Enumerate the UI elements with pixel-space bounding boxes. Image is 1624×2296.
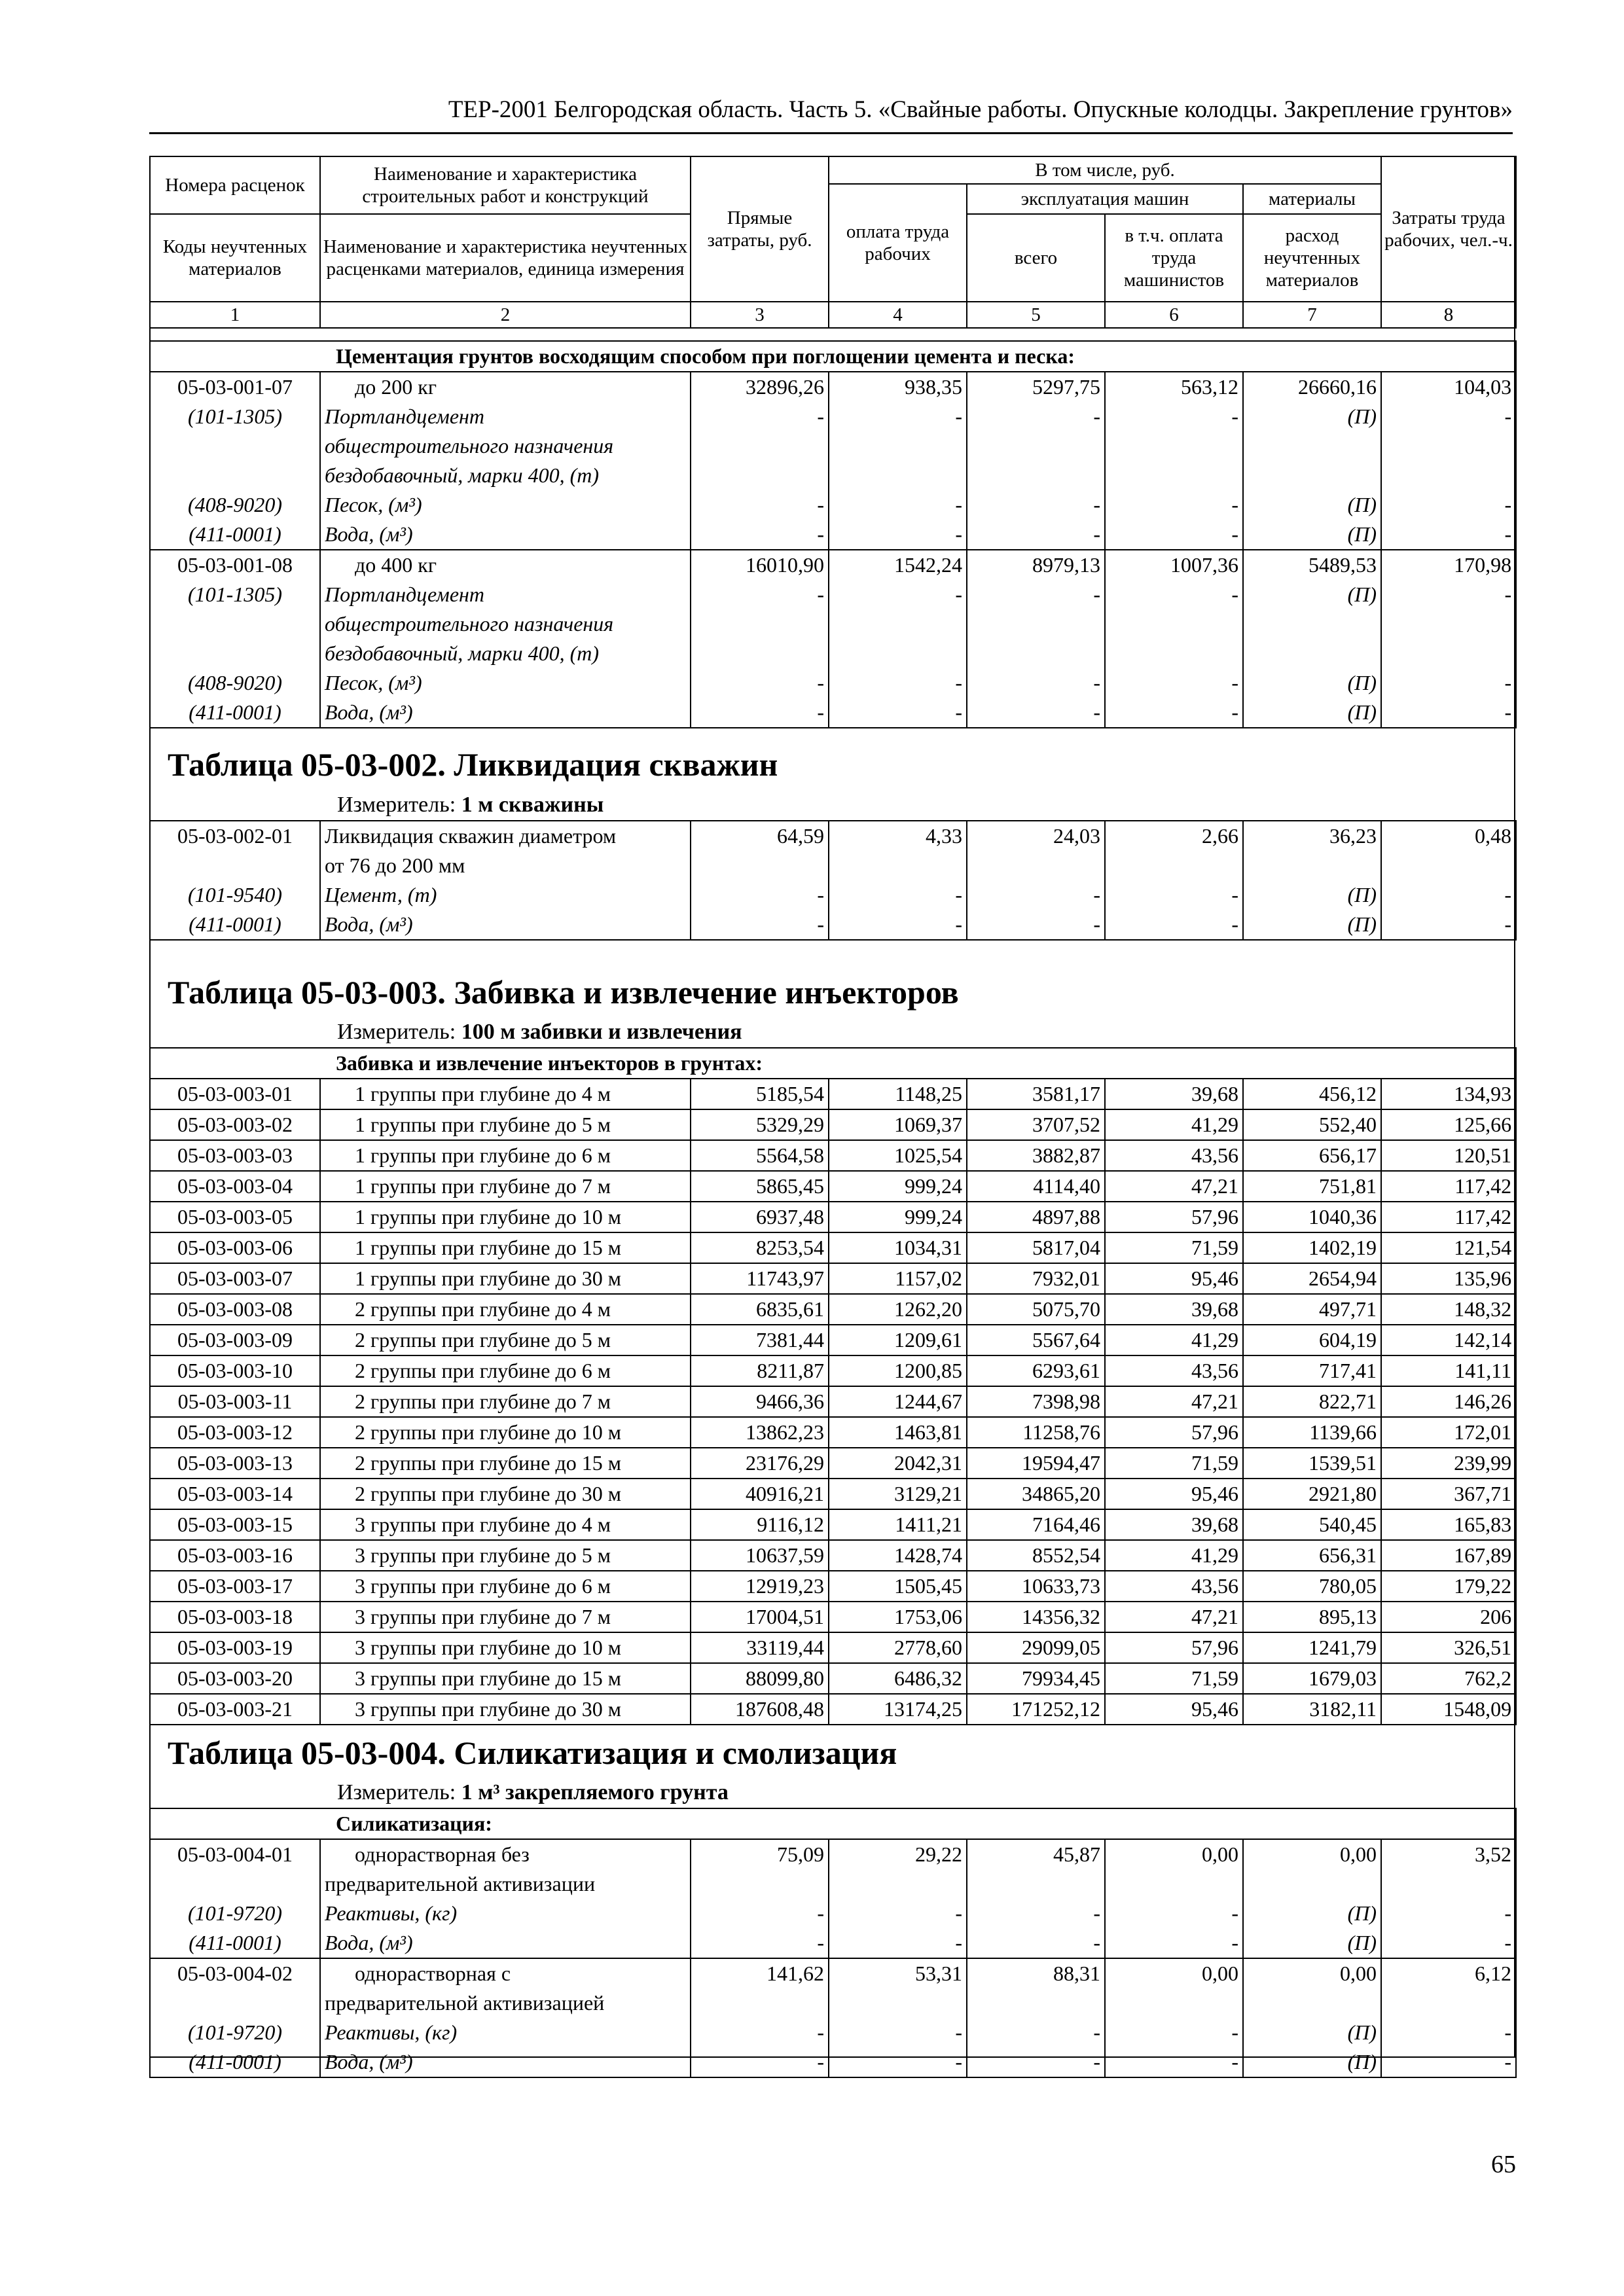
col-number: 7 <box>1243 302 1381 328</box>
material-row-cont: бездобавочный, марки 400, (т) <box>150 461 1516 490</box>
material-row: (101-1305) Портландцемент - - - - (П) - <box>150 402 1516 431</box>
table-row: 05-03-004-01 однорастворная без 75,09 29,22 45,87 0,00 0,00 3,52 <box>150 1839 1516 1869</box>
table-05-03-004 <box>149 1808 1517 2078</box>
col-number: 1 <box>150 302 320 328</box>
table-05-03-001-block <box>149 340 1517 728</box>
col-direct-costs: Прямые затраты, руб. <box>691 156 829 302</box>
col-machinist-pay: в т.ч. оплата труда машинистов <box>1105 214 1243 302</box>
table-row: 05-03-003-20 3 группы при глубине до 15 м 88099,80 6486,32 79934,45 71,59 1679,03 762,2 <box>150 1663 1516 1694</box>
section-heading: Забивка и извлечение инъекторов в грунтах: <box>150 1048 1516 1079</box>
table-title: Таблица 05-03-004. Силикатизация и смолизация <box>168 1734 897 1771</box>
col-name-bottom: Наименование и характеристика неучтенных расценками материалов, единица измерения <box>320 214 691 302</box>
col-number: 3 <box>691 302 829 328</box>
table-row: 05-03-003-18 3 группы при глубине до 7 м 17004,51 1753,06 14356,32 47,21 895,13 206 <box>150 1602 1516 1632</box>
section-heading: Цементация грунтов восходящим способом при поглощении цемента и песка: <box>150 341 1516 372</box>
col-number: 8 <box>1381 302 1516 328</box>
col-rate-numbers: Номера расценок <box>150 156 320 214</box>
table-05-03-002 <box>149 820 1517 941</box>
table-row-cont: от 76 до 200 мм <box>150 851 1516 880</box>
table-meter: Измеритель: 1 м скважины <box>337 793 604 817</box>
table-row: 05-03-003-03 1 группы при глубине до 6 м 5564,58 1025,54 3882,87 43,56 656,17 120,51 <box>150 1140 1516 1171</box>
table-row: 05-03-003-19 3 группы при глубине до 10 м 33119,44 2778,60 29099,05 57,96 1241,79 326,51 <box>150 1632 1516 1663</box>
column-header <box>149 156 1517 329</box>
col-including: В том числе, руб. <box>829 156 1381 184</box>
table-row: 05-03-002-01 Ликвидация скважин диаметром 64,59 4,33 24,03 2,66 36,23 0,48 <box>150 821 1516 851</box>
col-unaccounted-materials: расход неучтенных материалов <box>1243 214 1381 302</box>
table-meter: Измеритель: 100 м забивки и извлечения <box>337 1020 742 1044</box>
col-number: 5 <box>967 302 1105 328</box>
running-header: ТЕР-2001 Белгородская область. Часть 5. «Свайные работы. Опускные колодцы. Закрепление грунтов» <box>149 90 1513 134</box>
table-row: 05-03-004-02 однорастворная с 141,62 53,31 88,31 0,00 0,00 6,12 <box>150 1958 1516 1988</box>
table-meter: Измеритель: 1 м³ закрепляемого грунта <box>337 1780 729 1804</box>
col-number: 6 <box>1105 302 1243 328</box>
table-row: 05-03-003-21 3 группы при глубине до 30 м 187608,48 13174,25 171252,12 95,46 3182,11 1548,09 <box>150 1694 1516 1725</box>
table-row: 05-03-003-06 1 группы при глубине до 15 м 8253,54 1034,31 5817,04 71,59 1402,19 121,54 <box>150 1232 1516 1263</box>
table-row: 05-03-003-16 3 группы при глубине до 5 м 10637,59 1428,74 8552,54 41,29 656,31 167,89 <box>150 1540 1516 1571</box>
table-row: 05-03-003-17 3 группы при глубине до 6 м 12919,23 1505,45 10633,73 43,56 780,05 179,22 <box>150 1571 1516 1602</box>
col-materials: материалы <box>1243 184 1381 214</box>
table-row: 05-03-003-09 2 группы при глубине до 5 м 7381,44 1209,61 5567,64 41,29 604,19 142,14 <box>150 1325 1516 1355</box>
material-row: (411-0001) Вода, (м³) - - - - (П) - <box>150 910 1516 940</box>
material-row: (101-9540) Цемент, (т) - - - - (П) - <box>150 880 1516 910</box>
table-row: 05-03-003-13 2 группы при глубине до 15 м 23176,29 2042,31 19594,47 71,59 1539,51 239,99 <box>150 1448 1516 1479</box>
material-row: (411-0001) Вода, (м³) - - - - (П) - <box>150 2047 1516 2077</box>
table-row: 05-03-001-08 до 400 кг 16010,90 1542,24 8979,13 1007,36 5489,53 170,98 <box>150 550 1516 580</box>
table-row: 05-03-003-12 2 группы при глубине до 10 м 13862,23 1463,81 11258,76 57,96 1139,66 172,01 <box>150 1417 1516 1448</box>
table-row: 05-03-003-11 2 группы при глубине до 7 м 9466,36 1244,67 7398,98 47,21 822,71 146,26 <box>150 1386 1516 1417</box>
material-row: (101-9720) Реактивы, (кг) - - - - (П) - <box>150 1899 1516 1928</box>
col-number: 2 <box>320 302 691 328</box>
table-row-cont: предварительной активизации <box>150 1869 1516 1899</box>
table-row: 05-03-001-07 до 200 кг 32896,26 938,35 5297,75 563,12 26660,16 104,03 <box>150 372 1516 402</box>
table-title: Таблица 05-03-002. Ликвидация скважин <box>168 746 778 783</box>
section-heading: Силикатизация: <box>150 1808 1516 1839</box>
col-codes: Коды неучтенных материалов <box>150 214 320 302</box>
material-row-cont: бездобавочный, марки 400, (т) <box>150 639 1516 668</box>
table-row: 05-03-003-02 1 группы при глубине до 5 м 5329,29 1069,37 3707,52 41,29 552,40 125,66 <box>150 1109 1516 1140</box>
table-row: 05-03-003-05 1 группы при глубине до 10 м 6937,48 999,24 4897,88 57,96 1040,36 117,42 <box>150 1202 1516 1232</box>
material-row: (411-0001) Вода, (м³) - - - - (П) - <box>150 520 1516 550</box>
material-row: (411-0001) Вода, (м³) - - - - (П) - <box>150 1928 1516 1958</box>
material-row: (408-9020) Песок, (м³) - - - - (П) - <box>150 668 1516 698</box>
table-row: 05-03-003-04 1 группы при глубине до 7 м 5865,45 999,24 4114,40 47,21 751,81 117,42 <box>150 1171 1516 1202</box>
material-row: (101-9720) Реактивы, (кг) - - - - (П) - <box>150 2018 1516 2047</box>
table-row: 05-03-003-08 2 группы при глубине до 4 м 6835,61 1262,20 5075,70 39,68 497,71 148,32 <box>150 1294 1516 1325</box>
table-row: 05-03-003-10 2 группы при глубине до 6 м 8211,87 1200,85 6293,61 43,56 717,41 141,11 <box>150 1355 1516 1386</box>
table-row-cont: предварительной активизацией <box>150 1988 1516 2018</box>
col-labor-costs: Затраты труда рабочих, чел.-ч. <box>1381 156 1516 302</box>
table-row: 05-03-003-01 1 группы при глубине до 4 м 5185,54 1148,25 3581,17 39,68 456,12 134,93 <box>150 1079 1516 1109</box>
col-machine-operation: эксплуатация машин <box>967 184 1243 214</box>
material-row-cont: общестроительного назначения <box>150 431 1516 461</box>
col-total: всего <box>967 214 1105 302</box>
material-row-cont: общестроительного назначения <box>150 609 1516 639</box>
page-number: 65 <box>1491 2151 1516 2178</box>
material-row: (408-9020) Песок, (м³) - - - - (П) - <box>150 490 1516 520</box>
col-worker-pay: оплата труда рабочих <box>829 184 967 302</box>
material-row: (411-0001) Вода, (м³) - - - - (П) - <box>150 698 1516 728</box>
table-row: 05-03-003-07 1 группы при глубине до 30 м 11743,97 1157,02 7932,01 95,46 2654,94 135,96 <box>150 1263 1516 1294</box>
col-number: 4 <box>829 302 967 328</box>
material-row: (101-1305) Портландцемент - - - - (П) - <box>150 580 1516 609</box>
table-05-03-003 <box>149 1047 1517 1725</box>
table-row: 05-03-003-15 3 группы при глубине до 4 м 9116,12 1411,21 7164,46 39,68 540,45 165,83 <box>150 1509 1516 1540</box>
col-name-top: Наименование и характеристика строительных работ и конструкций <box>320 156 691 214</box>
table-title: Таблица 05-03-003. Забивка и извлечение инъекторов <box>168 974 959 1011</box>
table-row: 05-03-003-14 2 группы при глубине до 30 м 40916,21 3129,21 34865,20 95,46 2921,80 367,71 <box>150 1479 1516 1509</box>
